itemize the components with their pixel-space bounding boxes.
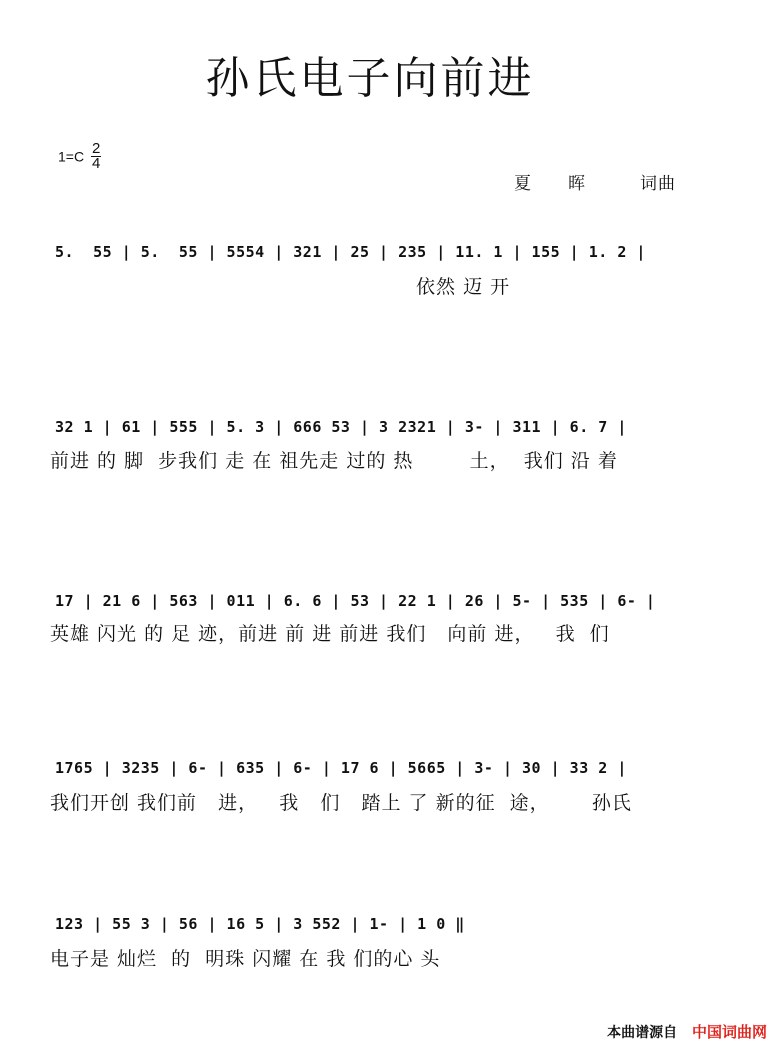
lyrics-line-4: 我们开创 我们前 进， 我 们 踏上 了 新的征 途， 孙氏 (50, 792, 632, 814)
time-signature (91, 142, 101, 171)
notation-line-4: 1765 | 3235 | 6- | 635 | 6- | 17 6 | 5665 | 3- | 30 | 33 2 | (55, 759, 627, 777)
composer-credit: 夏 晖 词曲 (514, 174, 676, 194)
notation-line-3: 17 | 21 6 | 563 | 011 | 6. 6 | 53 | 22 1 | 26 | 5- | 535 | 6- | (55, 592, 656, 610)
key-label: 1=C (58, 148, 85, 165)
notation-line-1: 5. 55 | 5. 55 | 5554 | 321 | 25 | 235 | 11. 1 | 155 | 1. 2 | (55, 243, 646, 261)
key-signature (58, 142, 101, 171)
time-numerator: 2 (91, 140, 101, 157)
lyrics-line-1: 依然 迈 开 (50, 276, 511, 298)
notation-line-2: 32 1 | 61 | 555 | 5. 3 | 666 53 | 3 2321 | 3- | 311 | 6. 7 | (55, 418, 627, 436)
notation-line-5: 123 | 55 3 | 56 | 16 5 | 3 552 | 1- | 1 0 ‖ (55, 915, 465, 933)
site-brand[interactable]: 中国词曲网 (691, 1023, 767, 1041)
time-denominator: 4 (91, 155, 101, 172)
song-title: 孙氏电子向前进 (205, 53, 535, 104)
source-label: 本曲谱源自 (607, 1025, 678, 1041)
source-credit (607, 1021, 767, 1042)
lyrics-line-2: 前进 的 脚 步我们 走 在 祖先走 过的 热 土， 我们 沿 着 (50, 450, 618, 472)
lyrics-line-3: 英雄 闪光 的 足 迹，前进 前 进 前进 我们 向前 进， 我 们 (50, 623, 610, 645)
lyrics-line-5: 电子是 灿烂 的 明珠 闪耀 在 我 们的心 头 (50, 948, 441, 970)
